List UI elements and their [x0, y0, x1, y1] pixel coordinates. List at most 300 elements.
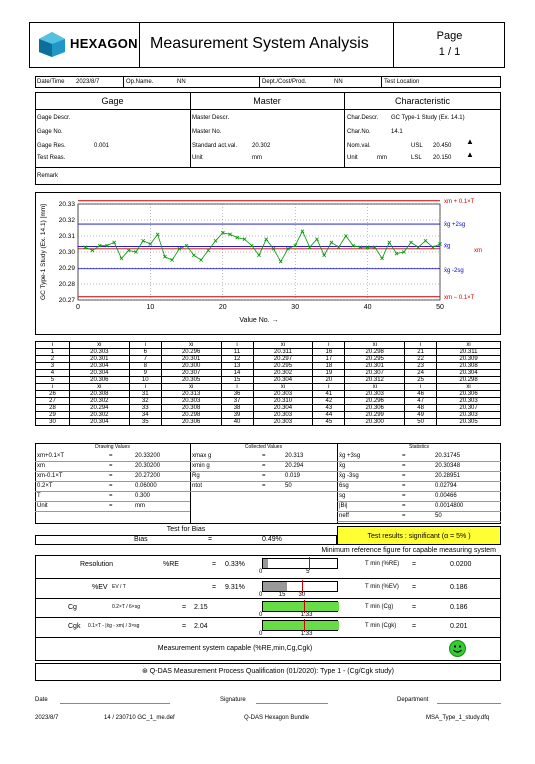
collected-eq: = — [262, 463, 266, 469]
date-value: 2023/8/7 — [76, 79, 100, 85]
stats-eq: = — [402, 493, 406, 499]
col-header-x: xi — [437, 342, 501, 349]
stats-eq: = — [402, 473, 406, 479]
cap-tick: 5 — [306, 569, 310, 575]
value-index: 3 — [36, 363, 70, 370]
stats-eq: = — [402, 513, 406, 519]
master-unit-label: Unit — [192, 155, 203, 161]
drawing-eq: = — [109, 453, 113, 459]
col-header-x: xi — [345, 342, 405, 349]
master-unit-value: mm — [252, 155, 262, 161]
drawing-value: mm — [135, 503, 145, 509]
col-header-x: xi — [345, 384, 405, 391]
value-index: 30 — [36, 419, 70, 426]
min-ref-label: Minimum reference figure for capable measuring system — [321, 547, 496, 554]
table-row — [36, 405, 501, 412]
footer-file: 14 / 230710 GC_1_me.def — [104, 715, 175, 721]
bias-eq: = — [208, 536, 213, 543]
y-tick-label: 20.33 — [58, 201, 75, 208]
table-row — [36, 398, 501, 405]
value-index: 22 — [405, 356, 437, 363]
value-index: 18 — [313, 363, 345, 370]
col-header-x: xi — [69, 384, 129, 391]
value-cell: 20.301 — [345, 363, 405, 370]
drawing-label: T — [37, 493, 41, 499]
tmin-label: T min (Cg) — [365, 604, 394, 610]
stats-label: x̄g +3sg — [339, 453, 361, 459]
cap-value: 2.15 — [194, 604, 208, 611]
stats-label: sg — [339, 493, 346, 499]
smiley-icon — [449, 640, 466, 657]
footer-signature-label: Signature — [220, 697, 246, 703]
value-index: 17 — [313, 356, 345, 363]
value-index: 29 — [36, 412, 70, 419]
stats-value: 20.31745 — [435, 453, 461, 459]
dept-value: NN — [334, 79, 343, 85]
col-header-i: i — [405, 342, 437, 349]
xg-minus-label: x̄g -2sg — [444, 267, 464, 274]
dept-label: Dept./Cost/Prod. — [262, 79, 307, 85]
cap-eq: = — [182, 623, 187, 630]
xg-plus-label: x̄g +2sg — [444, 222, 466, 229]
y-tick-label: 20.27 — [58, 297, 75, 304]
cap-eq: = — [212, 584, 217, 591]
stats-label: 6sg — [339, 483, 349, 489]
x-axis-label: Value No. → — [239, 317, 279, 324]
value-index: 36 — [221, 391, 253, 398]
drawing-label: 0.2×T — [37, 483, 53, 489]
y-axis-label: GC Type-1 Study (Ex. 14.1) [mm] — [40, 204, 47, 300]
drawing-value: 0.06000 — [135, 483, 157, 489]
col-header-x: xi — [253, 384, 313, 391]
col-header-i: i — [36, 384, 70, 391]
value-index: 26 — [36, 391, 70, 398]
table-row — [36, 419, 501, 426]
stats-label: |Bi| — [339, 503, 348, 509]
master-descr-label: Master Descr. — [192, 115, 230, 121]
value-cell: 20.298 — [161, 412, 221, 419]
bias-result: Test results : significant (α = 5% ) — [337, 526, 501, 545]
value-index: 32 — [129, 398, 161, 405]
value-cell: 20.300 — [345, 419, 405, 426]
lower-limit-label: xm − 0.1×T — [444, 294, 475, 301]
value-cell: 20.311 — [253, 349, 313, 356]
cap-tick: 30 — [298, 592, 306, 598]
value-cell: 20.309 — [437, 356, 501, 363]
cap-label: Cg — [68, 604, 77, 611]
qdas-qualification: ⊛ Q-DAS Measurement Process Qualification (01/2020): Type 1 - (Cg/Cgk study) — [141, 668, 394, 675]
value-index: 46 — [405, 391, 437, 398]
opname-label: Op.Name. — [126, 79, 154, 85]
x-tick-label: 10 — [146, 304, 155, 311]
upper-limit-label: xm + 0.1×T — [444, 198, 475, 205]
value-index: 38 — [221, 405, 253, 412]
value-index: 13 — [221, 363, 253, 370]
char-unit-label: Unit — [347, 155, 358, 161]
cap-bar — [262, 558, 338, 569]
drawing-value: 20.27200 — [135, 473, 161, 479]
value-cell: 20.302 — [69, 398, 129, 405]
collected-eq: = — [262, 473, 266, 479]
value-index: 15 — [221, 377, 253, 384]
collected-label: xmax g — [192, 453, 212, 459]
drawing-label: xm — [37, 463, 45, 469]
testloc-label: Test Location — [384, 79, 420, 85]
col-header-x: xi — [161, 384, 221, 391]
value-index: 14 — [221, 370, 253, 377]
page-number: 1 / 1 — [438, 46, 461, 58]
cap-value: 0.33% — [225, 561, 245, 568]
stats-value: 50 — [435, 513, 442, 519]
drawing-eq: = — [109, 483, 113, 489]
page-title: Measurement System Analysis — [150, 35, 369, 52]
value-index: 39 — [221, 412, 253, 419]
std-val-value: 20.302 — [252, 143, 271, 149]
usl-icon: ▲ — [466, 137, 474, 146]
value-cell: 20.304 — [253, 377, 313, 384]
value-index: 1 — [36, 349, 70, 356]
value-index: 16 — [313, 349, 345, 356]
collected-value: 20.294 — [285, 463, 304, 469]
value-index: 21 — [405, 349, 437, 356]
value-index: 34 — [129, 412, 161, 419]
drawing-label: Unit — [37, 503, 48, 509]
value-cell: 20.306 — [345, 405, 405, 412]
col-header-i: i — [405, 384, 437, 391]
table-row — [36, 356, 501, 363]
stats-value: 0.0014800 — [435, 503, 464, 509]
value-cell: 20.297 — [253, 356, 313, 363]
value-index: 37 — [221, 398, 253, 405]
value-index: 6 — [129, 349, 161, 356]
stats-value: 0.00466 — [435, 493, 457, 499]
collected-eq: = — [262, 453, 266, 459]
value-cell: 20.303 — [437, 412, 501, 419]
value-index: 40 — [221, 419, 253, 426]
value-cell: 20.296 — [345, 398, 405, 405]
footer-date: 2023/8/7 — [35, 715, 59, 721]
char-descr-label: Char.Descr. — [347, 115, 379, 121]
x-tick-label: 30 — [291, 304, 300, 311]
value-index: 48 — [405, 405, 437, 412]
xm-label: xm — [474, 247, 482, 254]
value-cell: 20.302 — [69, 412, 129, 419]
col-header-i: i — [36, 342, 70, 349]
collected-value: 50 — [285, 483, 292, 489]
value-index: 10 — [129, 377, 161, 384]
x-tick-label: 20 — [218, 304, 227, 311]
master-no-label: Master No. — [192, 129, 222, 135]
drawing-value: 20.33200 — [135, 453, 161, 459]
value-cell: 20.301 — [161, 356, 221, 363]
value-cell: 20.308 — [437, 363, 501, 370]
tmin-value: 0.0200 — [450, 561, 472, 568]
usl-value: 20.450 — [433, 143, 452, 149]
values-table — [35, 341, 501, 426]
tmin-value: 0.186 — [450, 584, 468, 591]
table-row — [36, 349, 501, 356]
col-header-i: i — [313, 384, 345, 391]
value-index: 5 — [36, 377, 70, 384]
value-cell: 20.310 — [253, 398, 313, 405]
value-cell: 20.304 — [69, 370, 129, 377]
collected-label: Rg — [192, 473, 200, 479]
value-cell: 20.298 — [437, 377, 501, 384]
value-cell: 20.294 — [69, 405, 129, 412]
run-chart — [35, 192, 501, 335]
stats-eq: = — [402, 503, 406, 509]
value-index: 12 — [221, 356, 253, 363]
drawing-value: 0.300 — [135, 493, 151, 499]
value-cell: 20.305 — [437, 419, 501, 426]
value-index: 7 — [129, 356, 161, 363]
value-cell: 20.304 — [69, 419, 129, 426]
tmin-eq: = — [412, 623, 417, 630]
stats-label: x̄g — [339, 463, 346, 469]
value-index: 2 — [36, 356, 70, 363]
cap-label: Resolution — [80, 561, 114, 568]
gage-descr-label: Gage Descr. — [37, 115, 71, 121]
lsl-label: LSL — [411, 155, 422, 161]
value-cell: 20.298 — [345, 349, 405, 356]
value-cell: 20.303 — [253, 419, 313, 426]
value-cell: 20.302 — [253, 370, 313, 377]
y-tick-label: 20.32 — [58, 217, 75, 224]
value-cell: 20.306 — [161, 419, 221, 426]
col-header-i: i — [129, 384, 161, 391]
cap-bar — [262, 581, 338, 592]
tmin-value: 0.186 — [450, 604, 468, 611]
drawing-value: 20.30200 — [135, 463, 161, 469]
date-label: Date/Time — [37, 79, 65, 85]
cap-eq: = — [182, 604, 187, 611]
y-tick-label: 20.31 — [58, 233, 75, 240]
value-cell: 20.303 — [69, 349, 129, 356]
stats-eq: = — [402, 453, 406, 459]
lsl-icon: ▲ — [466, 150, 474, 159]
value-cell: 20.304 — [69, 363, 129, 370]
statistics-title: Statistics — [408, 444, 429, 450]
value-cell: 20.303 — [437, 398, 501, 405]
value-cell: 20.299 — [345, 412, 405, 419]
value-cell: 20.307 — [437, 405, 501, 412]
value-index: 8 — [129, 363, 161, 370]
tmin-label: T min (%EV) — [365, 584, 399, 590]
value-index: 44 — [313, 412, 345, 419]
cap-label: Cgk — [68, 623, 81, 630]
table-row — [36, 363, 501, 370]
value-index: 25 — [405, 377, 437, 384]
value-cell: 20.301 — [69, 356, 129, 363]
hexagon-logo — [37, 31, 67, 58]
collected-label: ntot — [192, 483, 203, 489]
collected-eq: = — [262, 483, 266, 489]
value-index: 23 — [405, 363, 437, 370]
value-cell: 20.304 — [437, 370, 501, 377]
cap-formula: 0.1×T - |x̄g - xm| / 3×sg — [88, 623, 140, 629]
tmin-eq: = — [412, 604, 417, 611]
value-index: 27 — [36, 398, 70, 405]
value-cell: 20.312 — [345, 377, 405, 384]
y-tick-label: 20.28 — [58, 281, 75, 288]
nom-val-label: Nom.val. — [347, 143, 371, 149]
value-index: 35 — [129, 419, 161, 426]
col-header-x: xi — [253, 342, 313, 349]
cap-bar — [262, 601, 338, 612]
value-index: 33 — [129, 405, 161, 412]
opname-value: NN — [177, 79, 186, 85]
stats-value: 20.28951 — [435, 473, 461, 479]
cap-tick: 1.33 — [300, 631, 313, 637]
drawing-eq: = — [109, 473, 113, 479]
drawing-label: xm-0.1×T — [37, 473, 63, 479]
value-cell: 20.305 — [161, 377, 221, 384]
y-tick-label: 20.29 — [58, 265, 75, 272]
char-unit-value: mm — [377, 155, 387, 161]
value-cell: 20.303 — [345, 391, 405, 398]
stats-eq: = — [402, 463, 406, 469]
collected-label: xmin g — [192, 463, 210, 469]
value-cell: 20.306 — [437, 391, 501, 398]
gage-header: Gage — [101, 96, 124, 106]
stats-value: 0.02794 — [435, 483, 457, 489]
drawing-eq: = — [109, 503, 113, 509]
footer-bundle: Q-DAS Hexagon Bundle — [244, 715, 310, 721]
footer-department-label: Department — [397, 697, 429, 703]
tmin-label: T min (Cgk) — [365, 623, 397, 629]
value-cell: 20.307 — [345, 370, 405, 377]
collected-values-title: Collected Values — [244, 444, 283, 450]
tmin-eq: = — [412, 561, 417, 568]
cap-tick: 0 — [259, 631, 263, 637]
table-row — [36, 370, 501, 377]
value-index: 49 — [405, 412, 437, 419]
characteristic-header: Characteristic — [394, 96, 450, 106]
master-header: Master — [253, 96, 281, 106]
gage-res-label: Gage Res. — [37, 143, 66, 149]
col-header-i: i — [221, 384, 253, 391]
collected-value: 0.019 — [285, 473, 301, 479]
cap-formula: 0.2×T / 6×sg — [112, 604, 140, 610]
std-val-label: Standard act.val. — [192, 143, 238, 149]
value-index: 9 — [129, 370, 161, 377]
value-cell: 20.313 — [161, 391, 221, 398]
test-reas-label: Test Reas. — [37, 155, 66, 161]
value-index: 19 — [313, 370, 345, 377]
capable-verdict: Measurement system capable (%RE,min,Cg,Cgk) — [157, 645, 313, 652]
value-index: 42 — [313, 398, 345, 405]
cap-label: %EV — [92, 584, 108, 591]
col-header-i: i — [313, 342, 345, 349]
value-index: 4 — [36, 370, 70, 377]
value-index: 31 — [129, 391, 161, 398]
table-row — [36, 377, 501, 384]
value-index: 11 — [221, 349, 253, 356]
cap-value: 9.31% — [225, 584, 245, 591]
drawing-eq: = — [109, 463, 113, 469]
value-cell: 20.303 — [253, 391, 313, 398]
char-no-label: Char.No. — [347, 129, 371, 135]
cap-tick: 15 — [278, 592, 286, 598]
char-descr-value: GC Type-1 Study (Ex. 14.1) — [391, 115, 465, 121]
test-for-bias-label: Test for Bias — [166, 526, 206, 533]
cap-tick: 0 — [259, 612, 263, 618]
lsl-value: 20.150 — [433, 155, 452, 161]
drawing-label: xm+0.1×T — [37, 453, 65, 459]
stats-label: x̄g -3sg — [339, 473, 359, 479]
value-cell: 20.311 — [437, 349, 501, 356]
char-no-value: 14.1 — [391, 129, 403, 135]
value-cell: 20.296 — [161, 349, 221, 356]
y-tick-label: 20.30 — [58, 249, 75, 256]
cap-eq: = — [212, 561, 217, 568]
value-index: 43 — [313, 405, 345, 412]
tmin-value: 0.201 — [450, 623, 468, 630]
drawing-eq: = — [109, 493, 113, 499]
value-cell: 20.300 — [161, 363, 221, 370]
value-index: 28 — [36, 405, 70, 412]
page-label: Page — [436, 30, 463, 42]
col-header-x: xi — [69, 342, 129, 349]
gage-res-value: 0.001 — [94, 143, 110, 149]
footer-dfq: MSA_Type_1_study.dfq — [426, 715, 490, 721]
col-header-i: i — [221, 342, 253, 349]
usl-label: USL — [411, 143, 423, 149]
remark-label: Remark — [37, 173, 59, 179]
x-tick-label: 50 — [436, 304, 444, 311]
stats-value: 20.30348 — [435, 463, 461, 469]
drawing-values-title: Drawing Values — [95, 444, 130, 450]
value-index: 47 — [405, 398, 437, 405]
value-cell: 20.295 — [345, 356, 405, 363]
table-row — [36, 412, 501, 419]
col-header-x: xi — [161, 342, 221, 349]
value-cell: 20.306 — [69, 377, 129, 384]
x-tick-label: 0 — [76, 304, 80, 311]
bias-row — [35, 535, 337, 545]
value-cell: 20.295 — [253, 363, 313, 370]
value-index: 41 — [313, 391, 345, 398]
table-row — [36, 391, 501, 398]
cap-bar — [262, 620, 338, 631]
tmin-eq: = — [412, 584, 417, 591]
cap-tick: 1.33 — [300, 612, 313, 618]
tmin-label: T min (%RE) — [365, 561, 400, 567]
xg-label: x̄g — [444, 243, 451, 250]
logo-text: HEXAGON — [70, 36, 138, 51]
value-cell: 20.308 — [161, 405, 221, 412]
value-cell: 20.304 — [253, 405, 313, 412]
value-cell: 20.308 — [69, 391, 129, 398]
value-cell: 20.307 — [161, 370, 221, 377]
footer-date-label: Date — [35, 697, 48, 703]
collected-value: 20.313 — [285, 453, 304, 459]
cap-value: 2.04 — [194, 623, 208, 630]
cap-mid-label: %RE — [163, 561, 179, 568]
cap-formula: EV / T — [112, 584, 126, 590]
stats-eq: = — [402, 483, 406, 489]
value-index: 45 — [313, 419, 345, 426]
value-index: 20 — [313, 377, 345, 384]
col-header-x: xi — [437, 384, 501, 391]
stats-label: neff — [339, 513, 349, 519]
x-tick-label: 40 — [363, 304, 372, 311]
value-index: 24 — [405, 370, 437, 377]
cap-tick: 0 — [259, 592, 263, 598]
col-header-i: i — [129, 342, 161, 349]
value-cell: 20.303 — [253, 412, 313, 419]
gage-no-label: Gage No. — [37, 129, 63, 135]
